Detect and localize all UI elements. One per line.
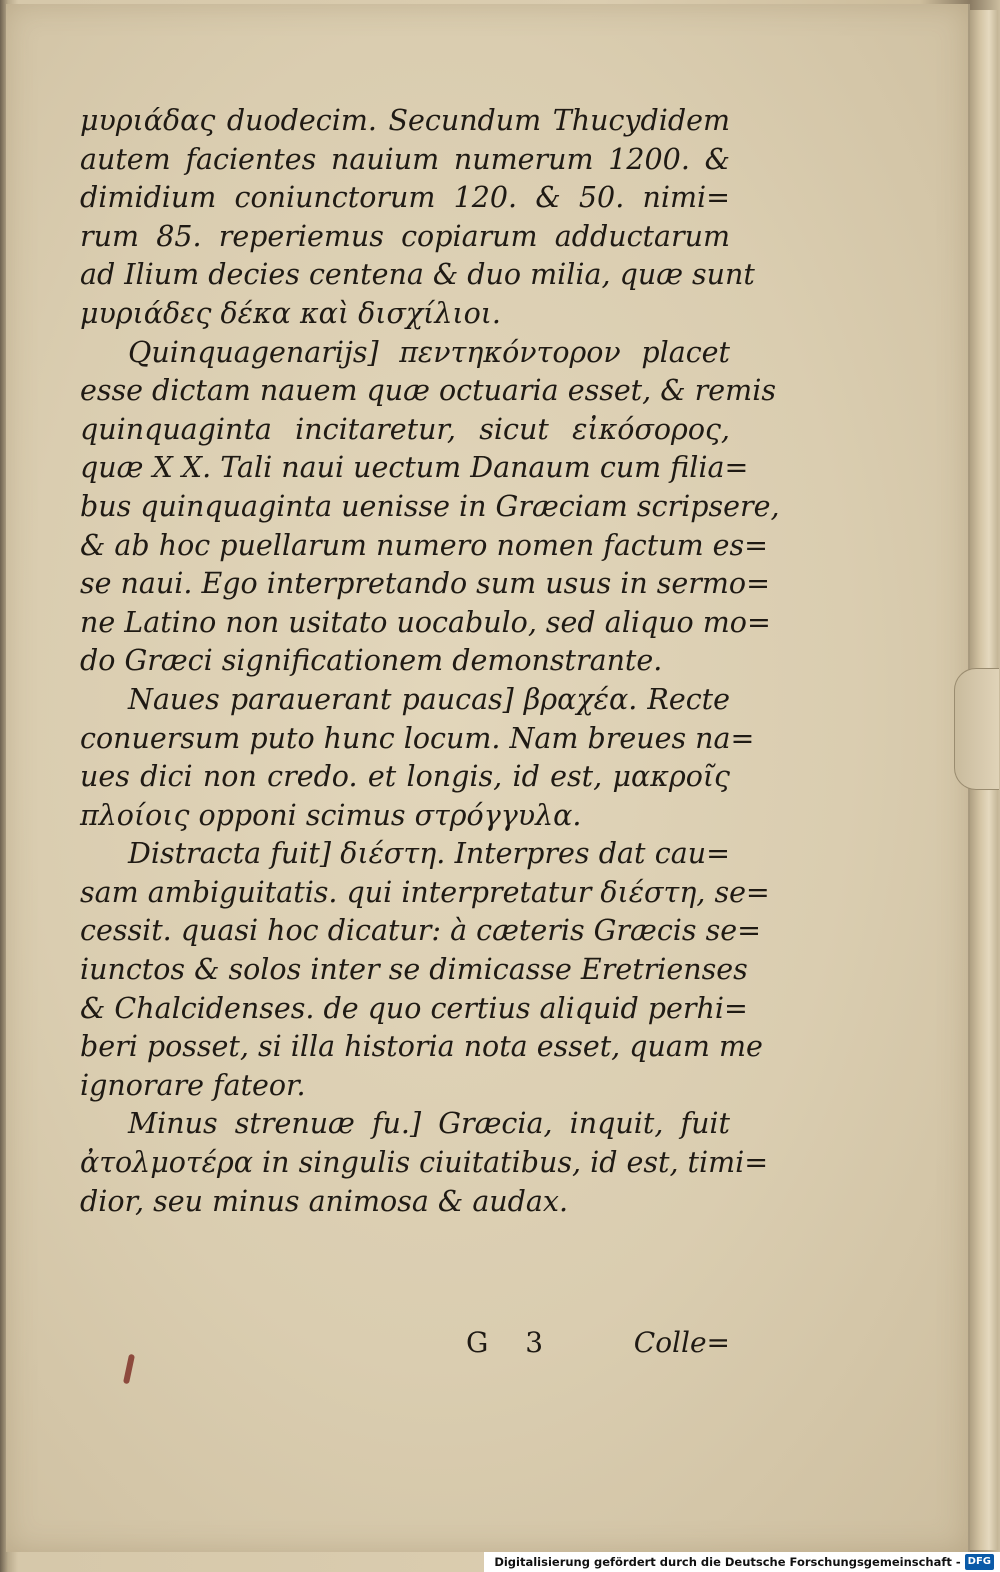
text-line: autem facientes nauium numerum 1200. & [80,142,730,176]
catchword: Colle= [633,1326,730,1359]
text-line: ne Latino non usitato uocabulo, sed aliquo mo= [80,605,771,639]
text-line: ignorare fateor. [80,1068,306,1102]
text-line: quinquaginta incitaretur, sicut εἰκόσορος, [80,412,730,446]
text-line: dior, seu minus animosa & audax. [80,1184,569,1218]
text-line: beri posset, si illa historia nota esset, quam me [80,1030,763,1064]
text-line: esse dictam nauem quæ octuaria esset, & remis [80,374,776,408]
text-line: ad Ilium decies centena & duo milia, quæ sunt [80,258,755,292]
text-line: ues dici non credo. et longis, id est, μακροῖς [80,760,730,794]
page-tab [954,668,999,790]
text-line: πλοίοις opponi scimus στρόγγυλα. [80,798,582,832]
dfg-logo: DFG [965,1554,994,1570]
text-line: dimidium coniunctorum 120. & 50. nimi= [80,181,730,215]
text-line: bus quinquaginta uenisse in Græciam scripsere, [80,489,780,523]
text-line: & ab hoc puellarum numero nomen factum es= [80,528,769,562]
banner-text: Digitalisierung gefördert durch die Deutsche Forschungsgemeinschaft - [494,1555,961,1569]
text-line: Naues parauerant paucas] βραχέα. Recte [128,682,730,716]
digitization-banner [484,1552,1000,1572]
text-line: iunctos & solos inter se dimicasse Eretrienses [80,953,748,987]
text-line: rum 85. reperiemus copiarum adductarum [80,219,730,253]
text-line: μυριάδας duodecim. Secundum Thucydidem [80,104,730,137]
text-line: do Græci significationem demonstrante. [80,644,663,678]
text-line: conuersum puto hunc locum. Nam breues na= [80,721,755,755]
text-line: quæ X X. Tali naui uectum Danaum cum filia= [80,451,749,485]
text-line: Minus strenuæ fu.] Græcia, inquit, fuit [128,1107,730,1141]
text-line: se naui. Ego interpretando sum usus in sermo= [80,567,770,601]
text-line: Quinquagenarijs] πεντηκόντορον placet [128,335,730,369]
page-body-text [80,102,780,1221]
text-line: & Chalcidenses. de quo certius aliquid perhi= [80,991,748,1025]
text-line: ἀτολμοτέρα in singulis ciuitatibus, id est, timi= [80,1146,769,1180]
text-line: sam ambiguitatis. qui interpretatur διέστη, se= [80,875,770,909]
text-line: μυριάδες δέκα καὶ δισχίλιοι. [80,296,501,330]
signature-mark: G 3 [466,1326,558,1359]
text-line: Distracta fuit] διέστη. Interpres dat cau= [128,837,730,871]
text-line: cessit. quasi hoc dicatur: à cæteris Græcis se= [80,914,761,948]
